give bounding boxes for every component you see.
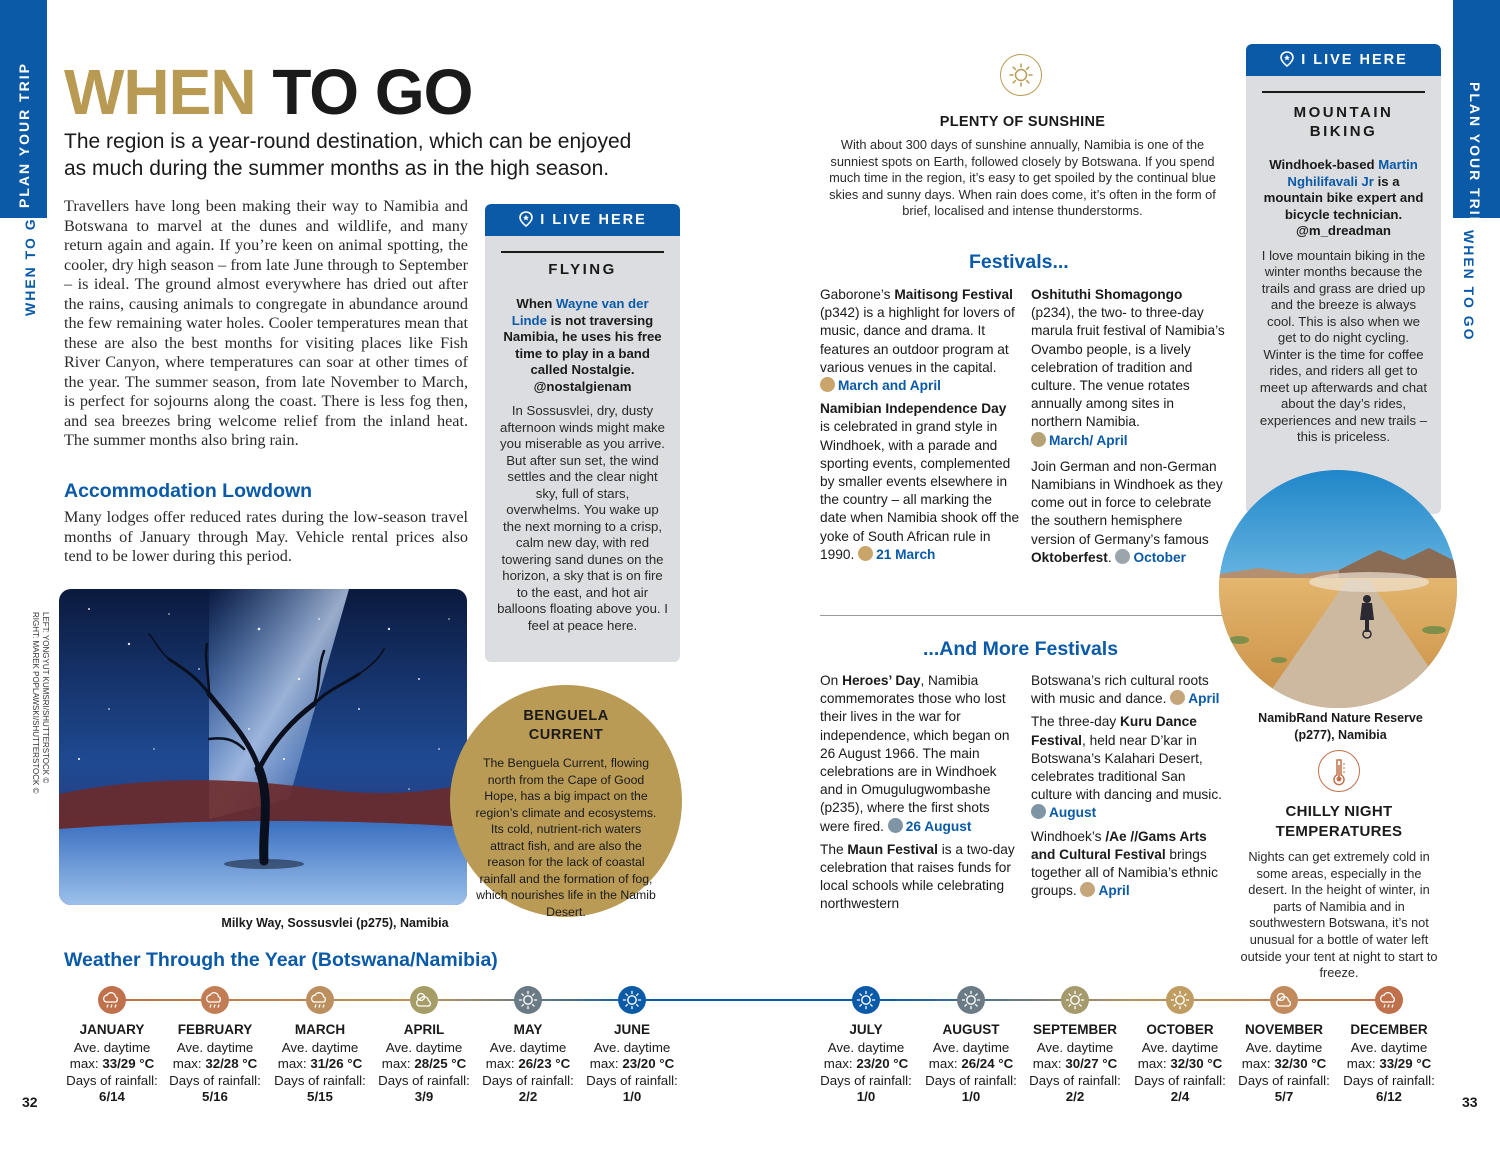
text: is celebrated in grand style in Windhoek, with a parade and sporting events, complemented by smaller events elsewhere in the country – all marking the date when Namibia shook off the yoke of South African rule in 1990. — [820, 419, 1020, 562]
sun-icon — [1031, 804, 1046, 819]
live-here-biking-title — [1246, 103, 1441, 141]
live-here-flying-box — [485, 204, 680, 662]
temp-label: Ave. daytime — [385, 1039, 463, 1055]
right-tab-subsection: WHEN TO GO — [1461, 230, 1477, 342]
weather-month-april — [369, 1022, 479, 1106]
sun-icon — [618, 986, 646, 1014]
text: The — [820, 841, 848, 857]
sun-icon — [1115, 549, 1130, 564]
month-name: MAY — [513, 1022, 543, 1037]
temp-value: 32/28 °C — [205, 1056, 258, 1071]
title-line1: MOUNTAIN — [1293, 104, 1394, 121]
temp-value: 32/30 °C — [1170, 1056, 1223, 1071]
weather-month-november — [1229, 1022, 1339, 1106]
rain-label: Days of rainfall: — [586, 1072, 678, 1088]
weather-month-october — [1125, 1022, 1235, 1106]
live-here-biking-intro — [1260, 157, 1427, 240]
photo-credit-left: LEFT: YONGYUT KUMSRI/SHUTTERSTOCK © — [41, 612, 50, 784]
cloud-rain-sun-icon — [201, 986, 229, 1014]
benguela-title — [450, 707, 682, 745]
festival-date: April — [1098, 883, 1130, 899]
temp-label-max: max: — [1346, 1056, 1380, 1071]
temp-value: 23/20 °C — [856, 1056, 909, 1071]
text: Gaborone’s — [820, 287, 895, 302]
rain-label: Days of rainfall: — [1029, 1072, 1121, 1088]
milky-way-photo — [59, 589, 467, 905]
rain-value: 3/9 — [414, 1089, 434, 1104]
person-name-wayne: Wayne van der Linde — [511, 296, 649, 328]
temp-label-max: max: — [172, 1056, 206, 1071]
sun-badge-icon — [1000, 54, 1042, 96]
temp-label: Ave. daytime — [176, 1039, 254, 1055]
divider — [501, 251, 664, 253]
more-festivals-col-1 — [820, 672, 1020, 919]
sun-icon — [957, 986, 985, 1014]
temp-label: Ave. daytime — [489, 1039, 567, 1055]
sun-icon — [858, 546, 873, 561]
cloud-sun-icon — [1080, 882, 1095, 897]
page-number-right: 33 — [1462, 1094, 1478, 1110]
temp-value: 26/23 °C — [518, 1056, 571, 1071]
temp-label-max: max: — [277, 1056, 311, 1071]
live-here-flying-intro — [499, 296, 666, 395]
benguela-title-line1: BENGUELA — [523, 708, 609, 724]
rain-label: Days of rainfall: — [1343, 1072, 1435, 1088]
temp-line — [1020, 1056, 1130, 1073]
text: Windhoek’s — [1031, 828, 1106, 844]
title-to-go: TO GO — [272, 56, 473, 128]
live-here-biking-text: I love mountain biking in the winter months because the trails and grass are dried up and the breeze is always cool. This is also when we get to do night cycling. Winter is the time for coffee rides, and riders all get to meet up afterwards and chat about the day’s rides, experiences and new trails – this is priceless. — [1259, 247, 1428, 444]
temp-label: Ave. daytime — [827, 1039, 905, 1055]
weather-month-may — [473, 1022, 583, 1106]
rain-label: Days of rainfall: — [820, 1072, 912, 1088]
festival-name: Maitisong Festival — [894, 287, 1013, 302]
cloud-rain-sun-icon — [1375, 986, 1403, 1014]
title-line2: BIKING — [1309, 123, 1378, 140]
month-name: JULY — [849, 1022, 883, 1037]
rain-label: Days of rainfall: — [66, 1072, 158, 1088]
maun-entry-cont — [1031, 672, 1227, 708]
temp-value: 31/26 °C — [310, 1056, 363, 1071]
desert-cyclist-illustration — [1219, 470, 1457, 708]
rain-label: Days of rainfall: — [378, 1072, 470, 1088]
sunshine-text: With about 300 days of sunshine annually, Namibia is one of the sunniest spots on Earth, followed closely by Botswana. If you spend much time in the region, it’s easy to get spoiled by the continual blue skies and sunny days. When rain does come, it’s often in the form of brief, localised and intense thunderstorms. — [829, 137, 1216, 219]
temp-line — [1125, 1056, 1235, 1073]
festivals-col-1 — [820, 286, 1020, 569]
thermometer-badge-icon — [1318, 750, 1360, 792]
text: , held near D’kar in Botswana’s Kalahari Desert, celebrates traditional San culture with dancing and music. — [1031, 732, 1222, 803]
month-name: APRIL — [403, 1022, 445, 1037]
month-name: NOVEMBER — [1244, 1022, 1323, 1037]
rain-label: Days of rainfall: — [274, 1072, 366, 1088]
cloud-rain-sun-icon — [306, 986, 334, 1014]
chilly-title — [1240, 802, 1438, 842]
text: (p342) is a highlight for lovers of music, dance and drama. It features an outdoor program at various venues in the capital. — [820, 305, 1015, 375]
festival-date: March and April — [838, 378, 941, 394]
festival-name: Kuru Dance Festival — [1031, 714, 1197, 748]
more-festivals-col-2 — [1031, 672, 1227, 905]
temp-value: 33/29 °C — [1379, 1056, 1432, 1071]
text: . — [1107, 549, 1112, 565]
benguela-current-circle — [450, 685, 682, 917]
rain-value: 1/0 — [961, 1089, 981, 1104]
rain-value: 1/0 — [856, 1089, 876, 1104]
title-when: WHEN — [64, 56, 256, 128]
month-name: JUNE — [613, 1022, 650, 1037]
temp-label: Ave. daytime — [1141, 1039, 1219, 1055]
section-divider — [820, 615, 1225, 616]
temp-label: Ave. daytime — [1245, 1039, 1323, 1055]
cloud-sun-icon — [410, 986, 438, 1014]
chilly-text: Nights can get extremely cold in some areas, especially in the desert. In the height of winter, in parts of Namibia and in southwestern Botswana, it’s not unusual for a bottle of water left outside your tent at night to start to freeze. — [1240, 849, 1438, 981]
month-name: SEPTEMBER — [1032, 1022, 1117, 1037]
festival-date: 21 March — [876, 546, 936, 562]
rain-value: 2/4 — [1170, 1089, 1190, 1104]
month-name: MARCH — [294, 1022, 346, 1037]
weather-month-august — [916, 1022, 1026, 1106]
temp-line — [265, 1056, 375, 1073]
live-here-flying-label: I LIVE HERE — [540, 212, 647, 228]
live-here-flying-text: In Sossusvlei, dry, dusty afternoon winds might make you miserable as you arrive. But after sun set, the wind settles and the clear night sky, full of stars, overwhelms. You wake up the next morning to a crisp, calm new day, with red towering sand dunes on the horizon, a sky that is on fire to the east, and hot air balloons floating above you. I feel at peace here. — [497, 403, 668, 633]
temp-label-max: max: — [381, 1056, 415, 1071]
temp-line — [577, 1056, 687, 1073]
festival-name: Heroes’ Day — [842, 673, 921, 688]
temp-line — [369, 1056, 479, 1073]
festival-date: March/ April — [1049, 432, 1128, 448]
sun-icon — [1031, 432, 1046, 447]
photo-credit-right: RIGHT: MAREK POPLAWSKI/SHUTTERSTOCK © — [31, 612, 40, 794]
right-tab-section: PLAN YOUR TRIP — [1467, 82, 1483, 228]
text: is a two-day celebration that raises funds for local schools while celebrating northwestern — [820, 841, 1015, 912]
rain-value: 2/2 — [518, 1089, 538, 1104]
festival-date: April — [1188, 691, 1220, 707]
temp-label-max: max: — [823, 1056, 857, 1071]
temp-line — [811, 1056, 921, 1073]
namibrand-photo — [1219, 470, 1457, 708]
oshituthi-entry — [1031, 286, 1227, 450]
festival-name: Oktoberfest — [1031, 549, 1108, 565]
festival-date: October — [1133, 549, 1186, 565]
sunshine-title: PLENTY OF SUNSHINE — [939, 114, 1106, 130]
divider — [1262, 91, 1425, 93]
temp-label: Ave. daytime — [593, 1039, 671, 1055]
sun-icon — [888, 818, 903, 833]
intro-pre: When — [516, 296, 556, 311]
rain-label: Days of rainfall: — [169, 1072, 261, 1088]
benguela-text: The Benguela Current, flowing north from the Cape of Good Hope, has a big impact on the region’s climate and ecosystems. Its cold, nutrient-rich waters attract fish, and are also the reason for the lack of coastal rainfall and the formation of fog, which nourishes life in the Namib Desert. — [475, 756, 657, 919]
festival-name: Maun Festival — [847, 841, 938, 857]
cloud-sun-icon — [1170, 690, 1185, 705]
oktoberfest-entry — [1031, 458, 1227, 567]
live-here-biking-box — [1246, 44, 1441, 514]
rain-value: 5/16 — [202, 1089, 228, 1104]
milky-way-caption: Milky Way, Sossusvlei (p275), Namibia — [221, 916, 449, 930]
weather-timeline — [112, 999, 1390, 1001]
rain-value: 5/15 — [307, 1089, 333, 1104]
cloud-sun-icon — [1270, 986, 1298, 1014]
festival-name: Namibian Independence Day — [820, 401, 1007, 417]
festival-date: 26 August — [905, 818, 972, 834]
namibrand-caption: NamibRand Nature Reserve (p277), Namibia — [1258, 711, 1423, 742]
temp-label: Ave. daytime — [1036, 1039, 1114, 1055]
temp-line — [160, 1056, 270, 1073]
sun-icon — [514, 986, 542, 1014]
sunshine-block — [820, 114, 1225, 220]
temp-label-max: max: — [69, 1056, 103, 1071]
text: brings together all of Namibia’s ethnic groups. — [1031, 846, 1218, 899]
page-title — [64, 56, 473, 128]
weather-heading: Weather Through the Year (Botswana/Namibia) — [64, 949, 498, 971]
temp-label-max: max: — [1241, 1056, 1275, 1071]
lede: The region is a year-round destination, which can be enjoyed as much during the summer months as in the high season. — [64, 130, 632, 180]
festivals-heading: Festivals... — [969, 251, 1069, 273]
intro-post: is a mountain bike expert and bicycle technician. @m_dreadman — [1263, 173, 1424, 238]
text: (p234), the two- to three-day marula fruit festival of Namibia’s Ovambo people, is a lively celebration of tradition and culture. The venue rotates annually among sites in northern Namibia. — [1031, 305, 1225, 430]
rain-value: 2/2 — [1065, 1089, 1085, 1104]
weather-month-june — [577, 1022, 687, 1106]
month-name: JANUARY — [79, 1022, 145, 1037]
temp-line — [473, 1056, 583, 1073]
live-here-biking-header — [1246, 44, 1441, 76]
temp-value: 32/30 °C — [1274, 1056, 1327, 1071]
weather-month-march — [265, 1022, 375, 1106]
temp-label: Ave. daytime — [281, 1039, 359, 1055]
thermometer-icon — [1319, 751, 1359, 791]
temp-value: 28/25 °C — [414, 1056, 467, 1071]
temp-label: Ave. daytime — [1350, 1039, 1428, 1055]
person-name-martin: Martin Nghilifavali Jr — [1287, 157, 1418, 189]
maun-entry — [820, 841, 1020, 914]
sun-icon — [1166, 986, 1194, 1014]
rain-label: Days of rainfall: — [925, 1072, 1017, 1088]
temp-label-max: max: — [589, 1056, 623, 1071]
temp-value: 23/20 °C — [622, 1056, 675, 1071]
milky-way-illustration — [59, 589, 467, 905]
intro-post: is not traversing Namibia, he uses his free time to play in a band called Nostalgie. @nostalgienam — [503, 312, 662, 394]
festival-name: /Ae //Gams Arts and Cultural Festival — [1031, 828, 1207, 862]
heroes-day-entry — [820, 672, 1020, 836]
temp-label-max: max: — [1137, 1056, 1171, 1071]
temp-line — [1229, 1056, 1339, 1073]
temp-value: 30/27 °C — [1065, 1056, 1118, 1071]
festivals-col-2 — [1031, 286, 1227, 572]
location-star-icon — [1279, 51, 1295, 67]
sun-icon — [852, 986, 880, 1014]
live-here-biking-label: I LIVE HERE — [1301, 52, 1408, 68]
text: Join German and non-German Namibians in Windhoek as they come out in force to celebrate the southern hemisphere version of Germany’s famous — [1031, 458, 1223, 547]
live-here-flying-header — [485, 204, 680, 236]
chilly-block — [1240, 802, 1438, 982]
sun-icon — [1061, 986, 1089, 1014]
rain-value: 1/0 — [622, 1089, 642, 1104]
live-here-flying-title: FLYING — [548, 261, 617, 278]
rain-value: 6/12 — [1376, 1089, 1402, 1104]
cloud-rain-sun-icon — [98, 986, 126, 1014]
title-line1: CHILLY NIGHT — [1285, 803, 1393, 820]
month-name: OCTOBER — [1146, 1022, 1214, 1037]
temp-line — [916, 1056, 1026, 1073]
independence-entry — [820, 400, 1020, 564]
maitisong-entry — [820, 286, 1020, 395]
temp-value: 33/29 °C — [102, 1056, 155, 1071]
left-tab-subsection: WHEN TO GO — [22, 204, 38, 316]
accommodation-text: Many lodges offer reduced rates during the low-season travel months of January through May. Vehicle rental prices also tend to be lower during this period. — [64, 508, 468, 565]
temp-label: Ave. daytime — [932, 1039, 1010, 1055]
weather-month-july — [811, 1022, 921, 1106]
photo-credit — [30, 612, 50, 793]
sun-icon — [820, 377, 835, 392]
temp-label-max: max: — [928, 1056, 962, 1071]
rain-label: Days of rainfall: — [482, 1072, 574, 1088]
left-tab-section: PLAN YOUR TRIP — [16, 62, 32, 208]
title-line2: TEMPERATURES — [1275, 823, 1403, 840]
text: , Namibia commemorates those who lost their lives in the war for independence, which began on 26 August 1966. The main celebrations are in Windhoek and in Omugulugwombashe (p235), where the first shots were fired. — [820, 673, 1010, 834]
intro-pre: Windhoek-based — [1269, 157, 1379, 172]
rain-label: Days of rainfall: — [1134, 1072, 1226, 1088]
page-number-left: 32 — [22, 1094, 38, 1110]
location-star-icon — [518, 211, 534, 227]
temp-label-max: max: — [1032, 1056, 1066, 1071]
rain-value: 5/7 — [1274, 1089, 1294, 1104]
kuru-entry — [1031, 713, 1227, 822]
rain-value: 6/14 — [99, 1089, 125, 1104]
weather-month-september — [1020, 1022, 1130, 1106]
temp-label-max: max: — [485, 1056, 519, 1071]
temp-value: 26/24 °C — [961, 1056, 1014, 1071]
text: The three-day — [1031, 714, 1121, 730]
month-name: FEBRUARY — [177, 1022, 253, 1037]
month-name: DECEMBER — [1350, 1022, 1428, 1037]
weather-month-january — [57, 1022, 167, 1106]
text: Botswana’s rich cultural roots with music and dance. — [1031, 673, 1209, 707]
rain-label: Days of rainfall: — [1238, 1072, 1330, 1088]
festival-name: Oshituthi Shomagongo — [1031, 287, 1183, 302]
temp-line — [1334, 1056, 1444, 1073]
accommodation-heading: Accommodation Lowdown — [64, 480, 313, 502]
weather-month-december — [1334, 1022, 1444, 1106]
gams-entry — [1031, 828, 1227, 901]
sun-icon — [1001, 55, 1041, 95]
weather-month-february — [160, 1022, 270, 1106]
month-name: AUGUST — [942, 1022, 1000, 1037]
benguela-title-line2: CURRENT — [528, 727, 604, 743]
temp-label: Ave. daytime — [73, 1039, 151, 1055]
text: On — [820, 673, 843, 688]
more-festivals-heading: ...And More Festivals — [923, 638, 1119, 660]
intro-paragraph: Travellers have long been making their way to Namibia and Botswana to marvel at the dunes and wildlife, and many return again and again. If you’re keen on animal spotting, the cooler, dry high season – from late June through to September – is ideal. The ground almost everywhere has dried out after the rains, causing animals to congregate in abundance around the few remaining water holes. Cooler temperatures mean that these are also the best months for visiting places like Fish River Canyon, where temperatures can soar at other times of the year. The summer season, from late November to March, is perfect for sojourns along the coast. There is less fog then, and sea breezes bring welcome relief from the inland heat. The summer months also bring rain. — [64, 197, 468, 449]
festival-date: August — [1049, 805, 1097, 821]
temp-line — [57, 1056, 167, 1073]
